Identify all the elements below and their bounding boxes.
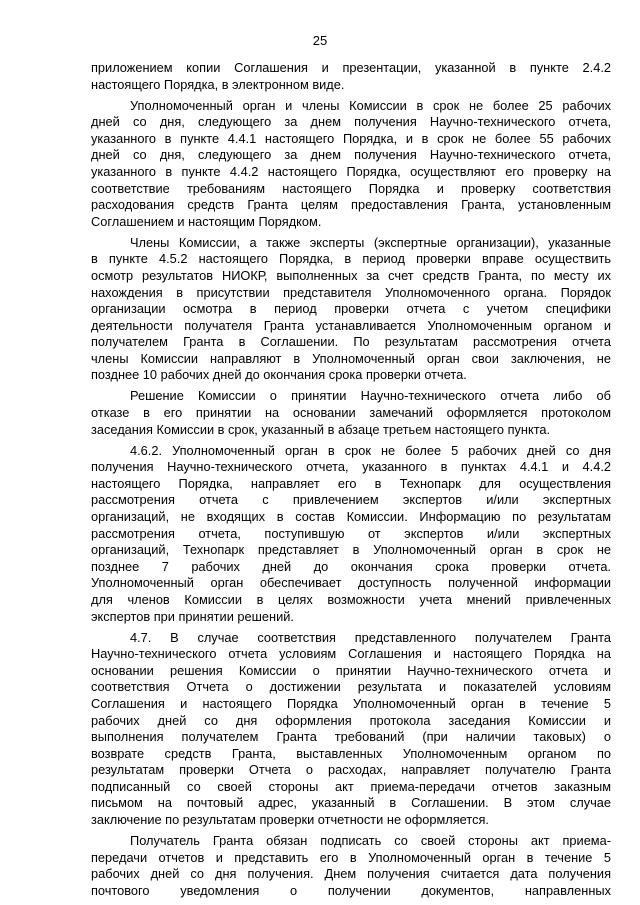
text-line: отказе в его принятии на основании замечаний оформляется протоколом bbox=[91, 405, 611, 421]
text-line: 4.6.2. Уполномоченный орган в срок не более 5 рабочих дней со дня bbox=[130, 442, 611, 458]
text-line: настоящего Порядка, направляет его в Технопарк для осуществления bbox=[91, 475, 611, 491]
text-line: Уполномоченный орган обеспечивает доступность полученной информации bbox=[91, 575, 611, 591]
text-line: организации осмотра в период проверки отчета с учетом специфики bbox=[91, 301, 611, 317]
text-line: почтового уведомления о получении документов, направленных bbox=[91, 882, 611, 898]
text-line: указанного в пункте 4.4.2 настоящего Порядка, осуществляют его проверку на bbox=[91, 163, 611, 179]
text-line: экспертов при принятии решений. bbox=[91, 608, 294, 624]
text-line: рассмотрения отчета с привлечением экспертов и/или экспертных bbox=[91, 492, 611, 508]
text-line: соответствие требованиям настоящего Порядка и проверку соответствия bbox=[91, 180, 611, 196]
page-number: 25 bbox=[312, 33, 328, 48]
document-body bbox=[91, 60, 611, 899]
text-line: возврате средств Гранта, выставленных Уполномоченным органом по bbox=[91, 745, 611, 761]
text-line: приложением копии Соглашения и презентации, указанной в пункте 2.4.2 bbox=[91, 60, 611, 75]
text-line: рассмотрения отчета, поступившую от экспертов и/или экспертных bbox=[91, 525, 611, 541]
text-line: Получатель Гранта обязан подписать со своей стороны акт приема- bbox=[130, 833, 611, 849]
text-line: соответствия Отчета о достижении результата и показателей условиям bbox=[91, 679, 611, 695]
text-line: Решение Комиссии о принятии Научно-технического отчета либо об bbox=[130, 388, 611, 404]
text-line: письмом на почтовый адрес, указанный в Соглашении. В этом случае bbox=[91, 795, 611, 811]
text-line: основании решения Комиссии о принятии Научно-технического отчета и bbox=[91, 662, 611, 678]
text-line: Соглашением и настоящим Порядком. bbox=[91, 213, 322, 229]
text-line: выполнения получателем Гранта требований (при наличии таковых) о bbox=[91, 729, 611, 745]
text-line: настоящего Порядка, в электронном виде. bbox=[91, 76, 345, 92]
text-line: Уполномоченный орган и члены Комиссии в срок не более 25 рабочих bbox=[130, 97, 611, 113]
text-line: указанного в пункте 4.4.1 настоящего Порядка, и в срок не более 55 рабочих bbox=[91, 130, 611, 146]
text-line: деятельности получателя Гранта устанавливается Уполномоченным органом и bbox=[91, 317, 611, 333]
text-line: получения Научно-технического отчета, указанного в пунктах 4.4.1 и 4.4.2 bbox=[91, 459, 611, 475]
text-line: в пункте 4.5.2 настоящего Порядка, в период проверки вправе осуществить bbox=[91, 251, 611, 267]
text-line: Соглашения и настоящего Порядка Уполномоченный орган в течение 5 bbox=[91, 695, 611, 711]
text-line: дней со дня, следующего за днем получения Научно-технического отчета, bbox=[91, 147, 611, 163]
text-line: нахождения в присутствии представителя Уполномоченного органа. Порядок bbox=[91, 284, 611, 300]
text-line: рабочих дней со дня оформления протокола заседания Комиссии и bbox=[91, 712, 611, 728]
text-line: позднее 10 рабочих дней до окончания срока проверки отчета. bbox=[91, 367, 467, 383]
text-line: Научно-технического отчета условиям Соглашения и настоящего Порядка на bbox=[91, 646, 611, 662]
text-line: заключение по результатам проверки отчетности не оформляется. bbox=[91, 812, 489, 828]
paragraph bbox=[91, 630, 611, 829]
paragraph bbox=[91, 60, 611, 93]
paragraph bbox=[91, 443, 611, 626]
text-line: для членов Комиссии в целях возможности учета мнений привлеченных bbox=[91, 591, 611, 607]
text-line: передачи отчетов и представить его в Уполномоченный орган в течение 5 bbox=[91, 849, 611, 865]
text-line: заседания Комиссии в срок, указанный в абзаце третьем настоящего пункта. bbox=[91, 421, 551, 437]
text-line: организаций, Технопарк представляет в Уполномоченный орган в срок не bbox=[91, 542, 611, 558]
text-line: рабочих дней со дня получения. Днем получения считается дата получения bbox=[91, 866, 611, 882]
paragraph bbox=[91, 98, 611, 231]
text-line: члены Комиссии направляют в Уполномоченный орган свои заключения, не bbox=[91, 350, 611, 366]
text-line: Члены Комиссии, а также эксперты (экспертные организации), указанные bbox=[130, 234, 611, 250]
text-line: подписанный со своей стороны акт приема-передачи отчетов заказным bbox=[91, 778, 611, 794]
paragraph bbox=[91, 833, 611, 899]
text-line: осмотр результатов НИОКР, выполненных за счет средств Гранта, по месту их bbox=[91, 267, 611, 283]
text-line: получателем Гранта в Соглашении. По результатам рассмотрения отчета bbox=[91, 334, 611, 350]
paragraph bbox=[91, 235, 611, 384]
text-line: дней со дня, следующего за днем получения Научно-технического отчета, bbox=[91, 114, 611, 130]
text-line: результатам проверки Отчета о расходах, направляет получателю Гранта bbox=[91, 762, 611, 778]
text-line: позднее 7 рабочих дней до окончания срока проверки отчета. bbox=[91, 558, 611, 574]
paragraph bbox=[91, 388, 611, 438]
text-line: 4.7. В случае соответствия представленного получателем Гранта bbox=[130, 629, 611, 645]
text-line: организаций, не входящих в состав Комиссии. Информацию по результатам bbox=[91, 509, 611, 524]
text-line: расходования средств Гранта целям предоставления Гранта, установленным bbox=[91, 197, 611, 213]
